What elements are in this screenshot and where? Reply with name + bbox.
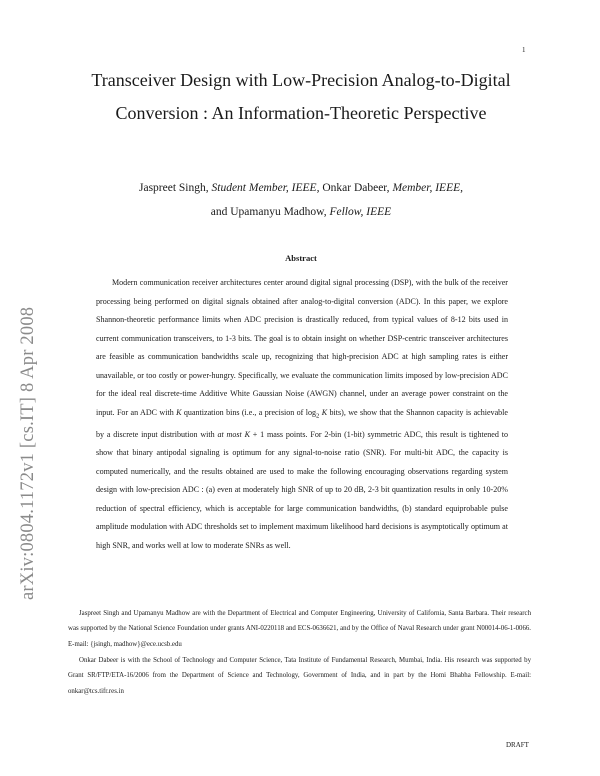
footnote-affiliation-1: Jaspreet Singh and Upamanyu Madhow are with the Department of Electrical and Computer Engineering, University of California, Santa Barbara. Their research was supported by the National Science Foundation under grants ANI-0220118 and ECS-0636621, and by the Office of Naval Research under grant N00014-06-1-0066. E-mail: {jsingh, madhow}@ece.ucsb.edu [68,610,531,648]
math-expression: + 1 [252,429,265,439]
math-symbol: K [321,407,328,417]
author-membership: Fellow, IEEE [329,206,392,218]
math-symbol: K [176,407,182,417]
author-name: Jaspreet Singh, [138,182,209,194]
abstract-part: bits), we show that the Shannon capacity is achievable by a discrete input distribution with [96,407,508,439]
author-name: Onkar Dabeer, [322,182,390,194]
author-membership: Member, IEEE, [392,182,464,194]
math-log: log [305,407,317,417]
author-membership: Student Member, IEEE, [211,182,320,194]
abstract-part: Modern communication receiver architectures center around digital signal processing (DSP), with the bulk of the receiver processing being performed on digital signals obtained after analog-to-digital conversion (ADC). In this paper, we explore Shannon-theoretic performance limits when ADC precision is drastically reduced, from typical values of 8-12 bits used in current communication transceivers, to 1-3 bits. The goal is to obtain insight on whether DSP-centric transceiver architectures are feasible as communication bandwidths scale up, recognizing that high-precision ADC at high sampling rates is either unavailable, or too costly or power-hungry. Specifically, we evaluate the communication limits imposed by low-precision ADC for the ideal real discrete-time Additive White Gaussian Noise (AWGN) channel, under an average power constraint on the input. For an ADC with [96,278,508,417]
paper-title: Transceiver Design with Low-Precision Analog-to-Digital Conversion : An Information-Theoretic Perspective [91,70,511,123]
draft-label: DRAFT [506,741,529,749]
author-line-2 [60,200,542,224]
author-block [60,176,542,224]
abstract-part: quantization bins (i.e., a precision of [183,407,304,417]
abstract-text [96,274,508,555]
author-name: and Upamanyu Madhow, [210,206,327,218]
author-line-1 [60,176,542,200]
footnote-affiliation-2: Onkar Dabeer is with the School of Technology and Computer Science, Tata Institute of Fundamental Research, Mumbai, India. His research was supported by Grant SR/FTP/ETA-16/2006 from the Department of Science and Technology, Government of India, and in part by the Homi Bhabha Fellowship. E-mail: onkar@tcs.tifr.res.in [68,657,531,695]
math-subscript: 2 [316,412,320,420]
arxiv-stamp: arXiv:0804.1172v1 [cs.IT] 8 Apr 2008 [18,306,38,600]
math-symbol: K [244,429,250,439]
abstract-heading: Abstract [285,253,317,263]
emphasis: at most [217,429,242,439]
page-number: 1 [522,46,526,54]
abstract-part: mass points. For 2-bin (1-bit) symmetric ADC, this result is tightened to show that binary antipodal signaling is optimum for any signal-to-noise ratio (SNR). For multi-bit ADC, the capacity is computed numerically, and the results obtained are used to make the following encouraging observations regarding system design with low-precision ADC : (a) even at moderately high SNR of up to 20 dB, 2-3 bit quantization results in only 10-20% reduction of spectral efficiency, which is acceptable for large communication bandwidths, (b) standard equiprobable pulse amplitude modulation with ADC thresholds set to implement maximum likelihood hard decisions is asymptotically optimum at high SNR, and works well at low to moderate SNRs as well. [96,429,508,550]
